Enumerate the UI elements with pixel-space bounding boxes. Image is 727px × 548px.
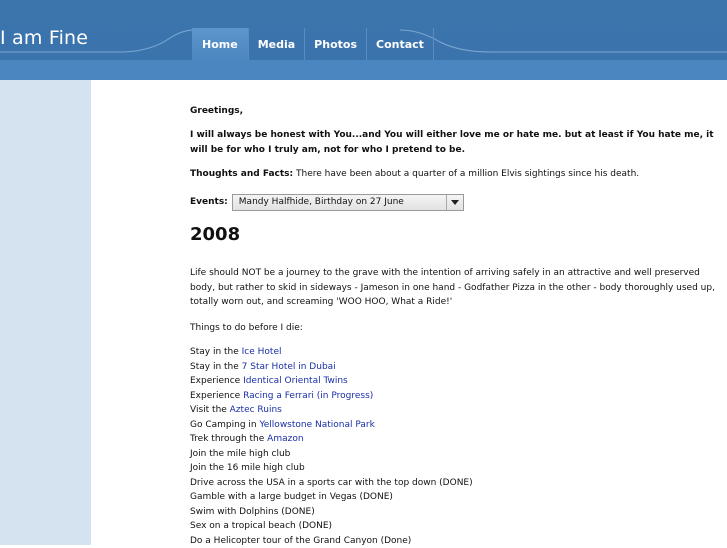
list-item [190,505,473,520]
events-select[interactable] [232,194,464,211]
todo-intro: Things to do before I die: [190,321,303,336]
list-item-text: Stay in the [190,347,242,357]
list-item-text: Do a Helicopter tour of the Grand Canyon (Done) [190,536,411,546]
facts-text: There have been about a quarter of a million Elvis sightings since his death. [293,169,639,179]
list-item [190,534,473,548]
list-item-text: Swim with Dolphins (DONE) [190,507,315,517]
nav-photos[interactable]: Photos [305,28,367,61]
list-item-link[interactable]: Ice Hotel [242,347,282,357]
events-label: Events: [190,195,228,210]
facts-label: Thoughts and Facts: [190,169,293,179]
dropdown-arrow-icon[interactable] [446,195,463,210]
list-item-text: Sex on a tropical beach (DONE) [190,521,332,531]
thoughts-and-facts [190,167,639,182]
left-sidebar [0,80,91,545]
greeting: Greetings, [190,104,243,119]
list-item [190,432,473,447]
list-item [190,447,473,462]
list-item-text: Stay in the [190,362,242,372]
events-select-value: Mandy Halfhide, Birthday on 27 June [233,195,404,210]
list-item-link[interactable]: Yellowstone National Park [259,420,374,430]
quote-text: I will always be honest with You...and You will either love me or hate me. but at least if You hate me, it will be for who I truly am, not for who I pretend to be. [190,128,727,157]
list-item [190,418,473,433]
list-item [190,345,473,360]
list-item [190,360,473,375]
header-subbar [0,60,727,80]
main-nav [192,28,434,61]
list-item-text: Experience [190,391,243,401]
list-item [190,476,473,491]
list-item-text: Trek through the [190,434,267,444]
list-item-link[interactable]: Amazon [267,434,303,444]
todo-list [190,345,473,548]
site-title[interactable]: I am Fine [0,27,88,49]
list-item [190,519,473,534]
events-row [190,194,464,211]
nav-home[interactable]: Home [192,28,249,61]
list-item [190,389,473,404]
list-item-link[interactable]: 7 Star Hotel in Dubai [242,362,336,372]
nav-media[interactable]: Media [249,28,305,61]
list-item-text: Join the 16 mile high club [190,463,305,473]
list-item [190,374,473,389]
list-item-text: Gamble with a large budget in Vegas (DONE) [190,492,393,502]
list-item-text: Go Camping in [190,420,259,430]
nav-contact[interactable]: Contact [367,28,434,61]
list-item [190,461,473,476]
list-item [190,403,473,418]
list-item-text: Join the mile high club [190,449,290,459]
year-heading: 2008 [190,228,240,243]
list-item-link[interactable]: Racing a Ferrari (in Progress) [243,391,373,401]
list-item-text: Drive across the USA in a sports car with the top down (DONE) [190,478,473,488]
list-item-text: Visit the [190,405,230,415]
list-item [190,490,473,505]
list-item-link[interactable]: Aztec Ruins [230,405,282,415]
life-paragraph: Life should NOT be a journey to the grave with the intention of arriving safely in an attractive and well preserved body, but rather to skid in sideways - Jameson in one hand - Godfather Pizza in the other - body thoroughly used up, totally worn out, and screaming 'WOO HOO, What a Ride!' [190,266,727,310]
list-item-link[interactable]: Identical Oriental Twins [243,376,348,386]
list-item-text: Experience [190,376,243,386]
